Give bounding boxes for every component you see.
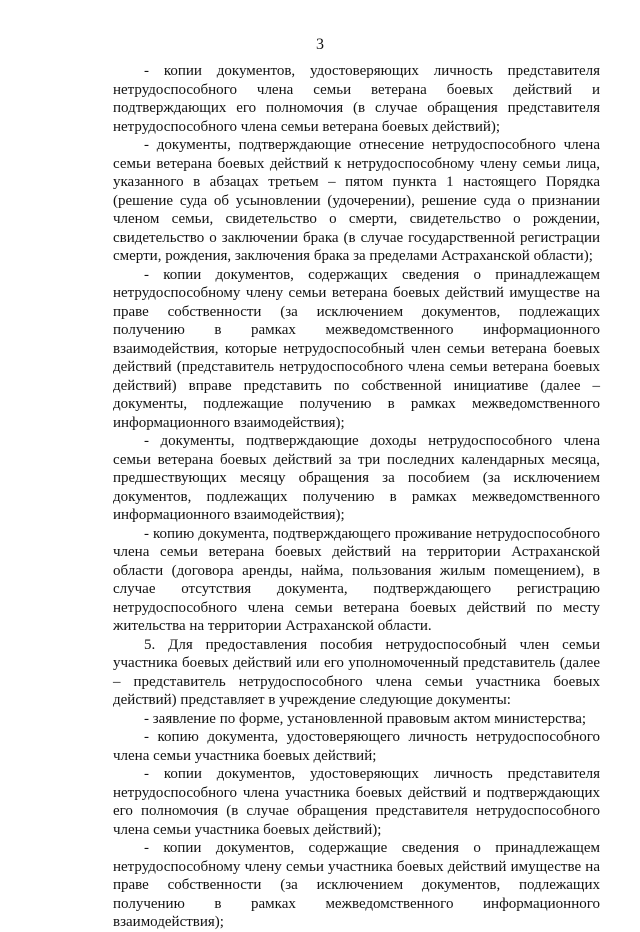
paragraph-relation-docs: - документы, подтверждающие отнесение нетрудоспособного члена семьи ветерана боевых действий к нетрудоспособному члену семьи лица, указанного в абзацах третьем – пятом пункта 1 настоящего Порядка (решение суда об усыновлении (удочерении), решение суда о признании членом семьи, свидетельство о смерти, свидетельство о рождении, свидетельство о заключении брака (в случае государственной регистрации смерти, рождения, заключения брака за пределами Астраханской области); bbox=[113, 137, 600, 264]
paragraph-property-docs: - копии документов, содержащих сведения о принадлежащем нетрудоспособному члену семьи ветерана боевых действий имуществе на праве собственности (за исключением документов, подлежащих получению в рамках межведомственного информационного взаимодействия, которые нетрудоспособный член семьи ветерана боевых действий (представитель нетрудоспособного члена семьи ветерана боевых действий) вправе представить по собственной инициативе (далее – документы, подлежащие получению в рамках межведомственного информационного взаимодействия); bbox=[113, 266, 600, 431]
page-number: 3 bbox=[316, 36, 324, 53]
paragraph-identity-doc: - копию документа, удостоверяющего личность нетрудоспособного члена семьи участника боевых действий; bbox=[113, 729, 600, 764]
paragraph-property-info: - копии документов, содержащие сведения о принадлежащем нетрудоспособному члену семьи участника боевых действий имуществе на праве собственности (за исключением документов, подлежащих получению в рамках межведомственного информационного взаимодействия); bbox=[113, 840, 600, 930]
document-body bbox=[113, 62, 600, 932]
paragraph-application-form: - заявление по форме, установленной правовым актом министерства; bbox=[144, 710, 587, 727]
paragraph-section-5: 5. Для предоставления пособия нетрудоспособный член семьи участника боевых действий или его уполномоченный представитель (далее – представитель нетрудоспособного члена семьи участника боевых действий) представляет в учреждение следующие документы: bbox=[113, 636, 600, 708]
paragraph-income-docs: - документы, подтверждающие доходы нетрудоспособного члена семьи ветерана боевых действий за три последних календарных месяца, предшествующих месяцу обращения за пособием (за исключением документов, подлежащих получению в рамках межведомственного информационного взаимодействия); bbox=[113, 433, 600, 523]
paragraph-representative-docs: - копии документов, удостоверяющих личность представителя нетрудоспособного члена семьи ветерана боевых действий и подтверждающих его полномочия (в случае обращения представителя нетрудоспособного члена семьи ветерана боевых действий); bbox=[113, 63, 600, 135]
paragraph-residence-docs: - копию документа, подтверждающего проживание нетрудоспособного члена семьи ветерана боевых действий на территории Астраханской области (договора аренды, найма, пользования жилым помещением), в случае отсутствия документа, подтверждающего регистрацию нетрудоспособного члена семьи ветерана боевых действий по месту жительства на территории Астраханской области. bbox=[113, 525, 600, 634]
paragraph-representative-identity: - копии документов, удостоверяющих личность представителя нетрудоспособного члена участника боевых действий и подтверждающих его полномочия (в случае обращения представителя нетрудоспособного члена семьи участника боевых действий); bbox=[113, 766, 600, 838]
